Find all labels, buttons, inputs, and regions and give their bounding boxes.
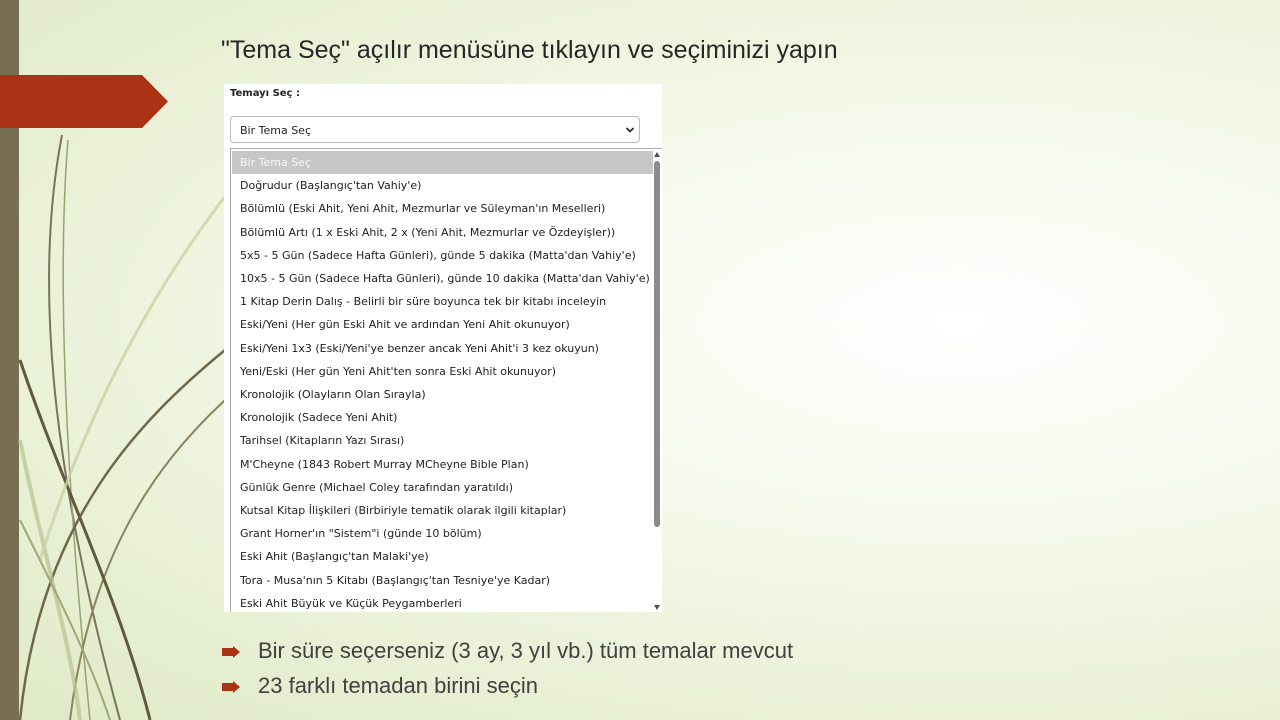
dropdown-option[interactable]: 10x5 - 5 Gün (Sadece Hafta Günleri), günde 10 dakika (Matta'dan Vahiy'e) [240, 272, 650, 285]
dropdown-option[interactable]: Günlük Genre (Michael Coley tarafından yaratıldı) [240, 480, 514, 494]
bullet-text: 23 farklı temadan birini seçin [258, 673, 539, 698]
dropdown-option[interactable]: Eski/Yeni (Her gün Eski Ahit ve ardından Yeni Ahit okunuyor) [240, 318, 570, 332]
theme-select-value: Bir Tema Seç [240, 124, 311, 137]
title-arrow-shape [0, 75, 168, 128]
dropdown-option[interactable]: 5x5 - 5 Gün (Sadece Hafta Günleri), günde 5 dakika (Matta'dan Vahiy'e) [240, 248, 636, 262]
dropdown-option[interactable]: Yeni/Eski (Her gün Yeni Ahit'ten sonra Eski Ahit okunuyor) [240, 364, 557, 378]
dropdown-option[interactable]: M'Cheyne (1843 Robert Murray MCheyne Bible Plan) [240, 457, 529, 471]
dropdown-option[interactable]: Eski Ahit (Başlangıç'tan Malaki'ye) [240, 550, 429, 564]
dropdown-option[interactable]: Bir Tema Seç [232, 151, 653, 174]
scroll-up-icon[interactable] [654, 152, 660, 157]
dropdown-option[interactable]: Eski Ahit Büyük ve Küçük Peygamberleri [240, 596, 462, 610]
dropdown-option[interactable]: Doğrudur (Başlangıç'tan Vahiy'e) [240, 179, 422, 193]
dropdown-option[interactable]: Bölümlü Artı (1 x Eski Ahit, 2 x (Yeni Ahit, Mezmurlar ve Özdeyişler)) [240, 225, 616, 239]
theme-select-label: Temayı Seç : [230, 88, 300, 99]
arrow-bullet-icon [222, 681, 240, 693]
theme-select[interactable] [230, 116, 640, 143]
chevron-down-icon [625, 125, 635, 135]
dropdown-option[interactable]: Tora - Musa'nın 5 Kitabı (Başlangıç'tan Tesniye'ye Kadar) [240, 573, 551, 587]
theme-select-screenshot [224, 84, 662, 612]
scroll-down-icon[interactable] [654, 605, 660, 610]
bullet-text: Bir süre seçerseniz (3 ay, 3 yıl vb.) tüm temalar mevcut [258, 638, 794, 663]
dropdown-option[interactable]: Kronolojik (Olayların Olan Sırayla) [240, 388, 426, 401]
dropdown-option[interactable]: Eski/Yeni 1x3 (Eski/Yeni'ye benzer ancak Yeni Ahit'i 3 kez okuyun) [240, 341, 599, 355]
arrow-bullet-icon [222, 646, 240, 658]
scrollbar-thumb[interactable] [654, 161, 660, 527]
dropdown-option[interactable]: Kutsal Kitap İlişkileri (Birbiriyle tematik olarak ilgili kitaplar) [240, 504, 567, 517]
scrollbar[interactable] [652, 149, 662, 612]
dropdown-option[interactable]: 1 Kitap Derin Dalış - Belirli bir süre boyunca tek bir kitabı inceleyin [240, 295, 607, 309]
dropdown-option[interactable]: Bölümlü (Eski Ahit, Yeni Ahit, Mezmurlar ve Süleyman'ın Meselleri) [240, 202, 606, 216]
dropdown-option[interactable]: Tarihsel (Kitapların Yazı Sırası) [240, 434, 405, 448]
theme-options-list[interactable] [230, 148, 662, 612]
slide-title: "Tema Seç" açılır menüsüne tıklayın ve seçiminizi yapın [221, 36, 838, 64]
dropdown-option[interactable]: Grant Horner'ın "Sistem"i (günde 10 bölüm) [240, 527, 482, 541]
dropdown-option[interactable]: Kronolojik (Sadece Yeni Ahit) [240, 411, 398, 425]
